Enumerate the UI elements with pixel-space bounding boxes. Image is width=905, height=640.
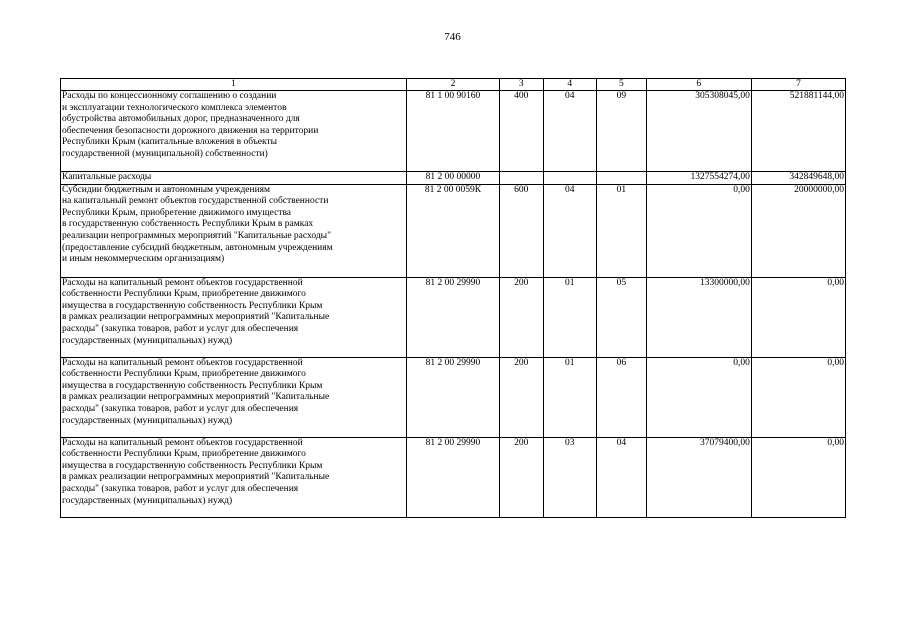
row-section: 01 [543, 277, 597, 357]
row-amount-col6: 37079400,00 [646, 437, 751, 517]
row-classification-code: 81 1 00 90160 [406, 91, 499, 172]
header-col-6: 6 [646, 79, 751, 91]
table-row [61, 184, 846, 277]
row-amount-col7: 342849648,00 [751, 172, 845, 185]
row-section [543, 172, 597, 185]
header-col-2: 2 [406, 79, 499, 91]
header-col-3: 3 [500, 79, 543, 91]
row-section: 04 [543, 91, 597, 172]
row-expense-type: 400 [500, 91, 543, 172]
header-col-7: 7 [751, 79, 845, 91]
row-subsection: 01 [597, 184, 647, 277]
row-expense-type [500, 172, 543, 185]
row-amount-col7: 521881144,00 [751, 91, 845, 172]
row-subsection [597, 172, 647, 185]
row-section: 01 [543, 357, 597, 437]
row-description: Расходы на капитальный ремонт объектов государственной собственности Республики Крым, приобретение движимого имущества в государственную собственность Республики Крым в рамках реализации непрограммных мероприятий "Капитальные расходы" (закупка товаров, работ и услуг для обеспечения государственных (муниципальных) нужд) [61, 277, 407, 357]
row-amount-col7: 0,00 [751, 357, 845, 437]
table-row [61, 277, 846, 357]
row-description: Расходы по концессионному соглашению о создании и эксплуатации технологического комплекса элементов обустройства автомобильных дорог, предназначенного для обеспечения безопасности дорожного движения на территории Республики Крым (капитальные вложения в объекты государственной (муниципальной) собственности) [61, 91, 407, 172]
header-col-4: 4 [543, 79, 597, 91]
row-amount-col7: 0,00 [751, 277, 845, 357]
row-description: Субсидии бюджетным и автономным учреждениям на капитальный ремонт объектов государственной собственности Республики Крым, приобретение движимого имущества в государственную собственность Республики Крым в рамках реализации непрограммных мероприятий "Капитальные расходы" (предоставление субсидий бюджетным, автономным учреждениям и иным некоммерческим организациям) [61, 184, 407, 277]
row-amount-col6: 305308045,00 [646, 91, 751, 172]
row-classification-code: 81 2 00 0059К [406, 184, 499, 277]
row-amount-col6: 1327554274,00 [646, 172, 751, 185]
row-section: 04 [543, 184, 597, 277]
row-amount-col7: 0,00 [751, 437, 845, 517]
header-col-5: 5 [597, 79, 647, 91]
table-row [61, 91, 846, 172]
row-classification-code: 81 2 00 29990 [406, 277, 499, 357]
row-description: Расходы на капитальный ремонт объектов государственной собственности Республики Крым, приобретение движимого имущества в государственную собственность Республики Крым в рамках реализации непрограммных мероприятий "Капитальные расходы" (закупка товаров, работ и услуг для обеспечения государственных (муниципальных) нужд) [61, 357, 407, 437]
row-section: 03 [543, 437, 597, 517]
row-classification-code: 81 2 00 29990 [406, 357, 499, 437]
budget-table [60, 78, 846, 518]
header-col-1: 1 [61, 79, 407, 91]
row-expense-type: 200 [500, 357, 543, 437]
row-description: Расходы на капитальный ремонт объектов государственной собственности Республики Крым, приобретение движимого имущества в государственную собственность Республики Крым в рамках реализации непрограммных мероприятий "Капитальные расходы" (закупка товаров, работ и услуг для обеспечения государственных (муниципальных) нужд) [61, 437, 407, 517]
table-row [61, 437, 846, 517]
row-subsection: 04 [597, 437, 647, 517]
row-amount-col6: 0,00 [646, 357, 751, 437]
header-row [61, 79, 846, 91]
row-expense-type: 200 [500, 277, 543, 357]
table-row [61, 357, 846, 437]
row-amount-col6: 13300000,00 [646, 277, 751, 357]
row-subsection: 06 [597, 357, 647, 437]
row-amount-col7: 20000000,00 [751, 184, 845, 277]
row-description: Капитальные расходы [61, 172, 407, 185]
row-amount-col6: 0,00 [646, 184, 751, 277]
row-expense-type: 200 [500, 437, 543, 517]
table-row [61, 172, 846, 185]
row-classification-code: 81 2 00 00000 [406, 172, 499, 185]
page-number: 746 [444, 31, 461, 43]
row-classification-code: 81 2 00 29990 [406, 437, 499, 517]
row-subsection: 09 [597, 91, 647, 172]
row-subsection: 05 [597, 277, 647, 357]
row-expense-type: 600 [500, 184, 543, 277]
